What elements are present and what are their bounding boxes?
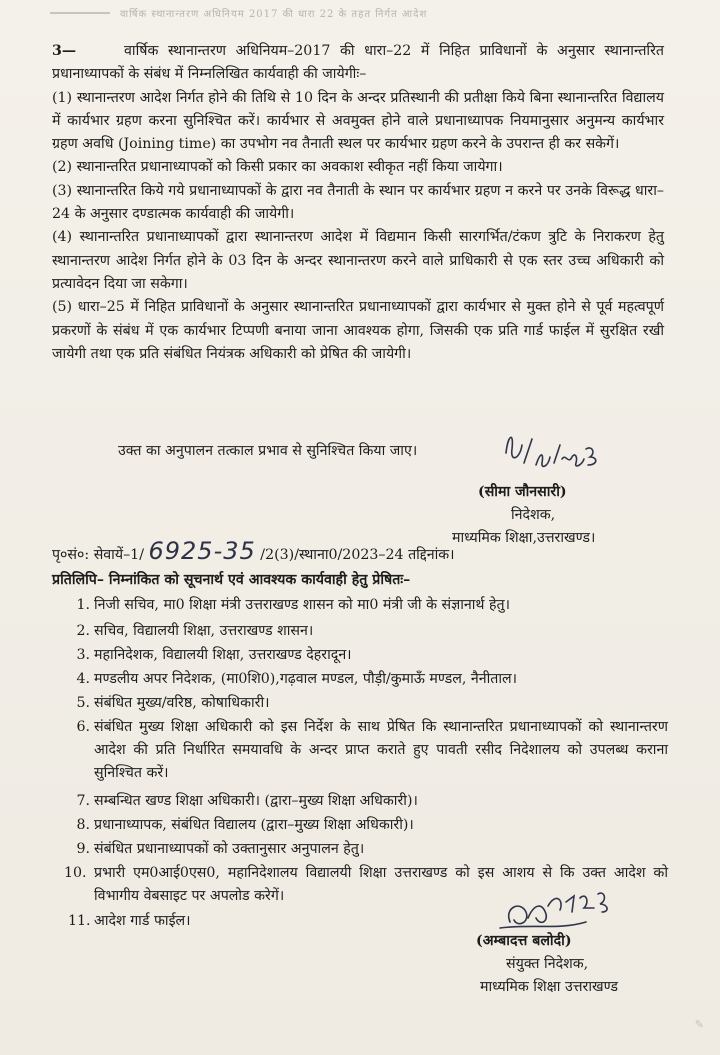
compliance-line: उक्त का अनुपालन तत्काल प्रभाव से सुनिश्चित किया जाए।: [118, 443, 418, 459]
list-item: 8. प्रधानाध्यापक, संबंधित विद्यालय (द्वारा–मुख्य शिक्षा अधिकारी)।: [76, 817, 414, 833]
list-item: 4. मण्डलीय अपर निदेशक, (मा0शि0),गढ़वाल मण्डल, पौड़ी/कुमाऊँ मण्डल, नैनीताल।: [76, 671, 518, 687]
document-page: वार्षिक स्थानान्तरण अधिनियम 2017 की धारा 22 के तहत निर्गत आदेश 3— वार्षिक स्थानान्तरण अधिनियम–2017 की धारा–22 में निहित प्राविधानों के अनुसार स्थानान्तरित प्रधानाध्यापकों के संबंध में निम्नलिखित कार्यवाही की जायेगीः– (1) स्थानान्तरण आदेश निर्गत होने की तिथि से 10 दिन के अन्दर प्रतिस्थानी की प्रतीक्षा किये बिना स्थानान्तरित विद्यालय में कार्यभार ग्रहण करना सुनिश्चित करें। कार्यभार से अवमुक्त होने वाले प्रधानाध्यापक नियमानुसार अनुमन्य कार्यभार ग्रहण अवधि (Joining time) का उपभोग नव तैनाती स्थल पर कार्यभार ग्रहण करने के उपरान्त ही कर सकेगें। (2) स्थानान्तरित प्रधानाध्यापकों को किसी प्रकार का अवकाश स्वीकृत नहीं किया जायेगा। (3) स्थानान्तरित किये गये प्रधानाध्यापकों के द्वारा नव तैनाती के स्थान पर कार्यभार ग्रहण न करने पर उनके विरूद्ध धारा–24 के अनुसार दण्डात्मक कार्यवाही की जायेगी। (4) स्थानान्तरित प्रधानाध्यापकों द्वारा स्थानान्तरण आदेश में विद्यमान किसी सारगर्भित/टंकण त्रुटि के निराकरण हेतु स्थानान्तरण आदेश निर्गत होने के 03 दिन के अन्दर स्थानान्तरण करने वाले प्राधिकारी से एक स्तर उच्च अधिकारी को प्रत्यावेदन दिया जा सकेगा। (5) धारा–25 में निहित प्राविधानों के अनुसार स्थानान्तरित प्रधानाध्यापकों द्वारा कार्यभार से मुक्त होने से पूर्व महत्वपूर्ण प्रकरणों के संबंध में एक कार्यभार टिप्पणी बनाया जाना आवश्यक होगा, जिसकी एक प्रति गार्ड फाईल में सुरक्षित रखी जायेगी तथा एक प्रति संबंधित नियंत्रक अधिकारी को प्रेषित की जायेगी। उक्त का अनुपालन तत्काल प्रभाव से सुनिश्चित किया जाए। (सीमा जौनसारी) निदेशक, माध्यमिक शिक्षा,उत्तराखण्ड। पृ०सं०: सेवायें–1/ 6925-35 /2(3)/स्थाना0/2023–24 तद्दिनांक। प्रतिलिपि– निम्नांकित को सूचनार्थ एवं आवश्यक कार्यवाही हेतु प्रेषितः– 1. निजी सचिव, मा0 शिक्षा मंत्री उत्तराखण्ड शासन को मा0 मंत्री जी के संज्ञानार्थ हेतु। 2. सचिव, विद्यालयी शिक्षा, उत्तराखण्ड शासन। 3. महानिदेशक, विद्यालयी शिक्षा, उत्तराखण्ड देहरादून। 4. मण्डलीय अपर निदेशक, (मा0शि0),गढ़वाल मण्डल, पौड़ी/कुमाऊँ मण्डल, नैनीताल। 5. संबंधित मुख्य/वरिष्ठ, कोषाधिकारी। 6. संबंधित मुख्य शिक्षा अधिकारी को इस निर्देश के साथ प्रेषित कि स्थानान्तरित प्रधानाध्यापकों को स्थानान्तरण आदेश की प्रति निर्धारित समयावधि के अन्दर प्राप्त कराते हुए पावती रसीद निदेशालय को उपलब्ध कराना सुनिश्चित करें। 7. सम्बन्धित खण्ड शिक्षा अधिकारी। (द्वारा–मुख्य शिक्षा अधिकारी)। 8. प्रधानाध्यापक, संबंधित विद्यालय (द्वारा–मुख्य शिक्षा अधिकारी)। 9. संबंधित प्रधानाध्यापकों को उक्तानुसार अनुपालन हेतु। 10. प्रभारी एम0आई0एस0, महानिदेशालय विद्यालयी शिक्षा उत्तराखण्ड को इस आशय से कि उक्त आदेश को विभागीय वेबसाइट पर अपलोड करेगें। 11. आदेश गार्ड फाईल। (अम्बादत्त बलोदी) संयुक्त निदेशक, माध्यमिक शिक्षा उत्तराखण्ड ✎: [0, 0, 720, 1055]
point-4: (4) स्थानान्तरित प्रधानाध्यापकों द्वारा स्थानान्तरण आदेश में विद्यमान किसी सारगर्भित/टंकण त्रुटि के निराकरण हेतु स्थानान्तरण आदेश निर्गत होने के 03 दिन के अन्दर स्थानान्तरण करने वाले प्राधिकारी से एक स्तर उच्च अधिकारी को प्रत्यावेदन दिया जा सकेगा।: [52, 229, 664, 292]
point-3: (3) स्थानान्तरित किये गये प्रधानाध्यापकों के द्वारा नव तैनाती के स्थान पर कार्यभार ग्रहण न करने पर उनके विरूद्ध धारा–24 के अनुसार दण्डात्मक कार्यवाही की जायेगी।: [52, 182, 664, 223]
director-name: (सीमा जौनसारी): [478, 484, 567, 500]
point-5: (5) धारा–25 में निहित प्राविधानों के अनुसार स्थानान्तरित प्रधानाध्यापकों द्वारा कार्यभार से मुक्त होने से पूर्व महत्वपूर्ण प्रकरणों के संबंध में एक कार्यभार टिप्पणी बनाया जाना आवश्यक होगा, जिसकी एक प्रति गार्ड फाईल में सुरक्षित रखी जायेगी तथा एक प्रति संबंधित नियंत्रक अधिकारी को प्रेषित की जायेगी।: [52, 299, 664, 362]
director-signature: [498, 423, 608, 481]
list-item: 3. महानिदेशक, विद्यालयी शिक्षा, उत्तराखण्ड देहरादून।: [76, 647, 352, 663]
section-3: [52, 40, 664, 366]
joint-director-signature-block: [476, 930, 618, 999]
faint-bleedthrough-text: वार्षिक स्थानान्तरण अधिनियम 2017 की धारा 22 के तहत निर्गत आदेश: [50, 6, 700, 20]
corner-mark: ✎: [694, 1018, 704, 1031]
list-item: 11. आदेश गार्ड फाईल।: [68, 913, 191, 929]
copy-heading: प्रतिलिपि– निम्नांकित को सूचनार्थ एवं आवश्यक कार्यवाही हेतु प्रेषितः–: [52, 572, 411, 588]
list-item: 5. संबंधित मुख्य/वरिष्ठ, कोषाधिकारी।: [76, 695, 270, 711]
director-department: माध्यमिक शिक्षा,उत्तराखण्ड।: [452, 530, 596, 546]
reference-handwritten-number: 6925-35: [148, 537, 256, 565]
list-item: 9. संबंधित प्रधानाध्यापकों को उक्तानुसार अनुपालन हेतु।: [76, 841, 365, 857]
list-item: 1. निजी सचिव, मा0 शिक्षा मंत्री उत्तराखण्ड शासन को मा0 मंत्री जी के संज्ञानार्थ हेतु।: [76, 597, 510, 613]
reference-line: पृ०सं०: सेवायें–1/ 6925-35 /2(3)/स्थाना0/2023–24 तद्दिनांक।: [52, 537, 455, 565]
joint-director-signature: [490, 878, 640, 938]
section-number: 3—: [52, 43, 77, 59]
point-2: (2) स्थानान्तरित प्रधानाध्यापकों को किसी प्रकार का अवकाश स्वीकृत नहीं किया जायेगा।: [52, 159, 503, 176]
list-item: 2. सचिव, विद्यालयी शिक्षा, उत्तराखण्ड शासन।: [76, 623, 314, 639]
joint-director-designation: संयुक्त निदेशक,: [506, 956, 589, 972]
list-item: 7. सम्बन्धित खण्ड शिक्षा अधिकारी। (द्वारा–मुख्य शिक्षा अधिकारी)।: [76, 793, 418, 809]
joint-director-department: माध्यमिक शिक्षा उत्तराखण्ड: [480, 979, 618, 995]
joint-director-name: (अम्बादत्त बलोदी): [476, 933, 572, 949]
director-designation: निदेशक,: [511, 507, 556, 523]
point-1: (1) स्थानान्तरण आदेश निर्गत होने की तिथि से 10 दिन के अन्दर प्रतिस्थानी की प्रतीक्षा किये बिना स्थानान्तरित विद्यालय में कार्यभार ग्रहण करना सुनिश्चित करें। कार्यभार से अवमुक्त होने वाले प्रधानाध्यापक नियमानुसार अनुमन्य कार्यभार ग्रहण अवधि (Joining time) का उपभोग नव तैनाती स्थल पर कार्यभार ग्रहण करने के उपरान्त ही कर सकेगें।: [52, 89, 664, 153]
director-signature-block: [452, 481, 596, 550]
section-intro: 3— वार्षिक स्थानान्तरण अधिनियम–2017 की धारा–22 में निहित प्राविधानों के अनुसार स्थानान्तरित प्रधानाध्यापकों के संबंध में निम्नलिखित कार्यवाही की जायेगीः–: [52, 40, 664, 87]
